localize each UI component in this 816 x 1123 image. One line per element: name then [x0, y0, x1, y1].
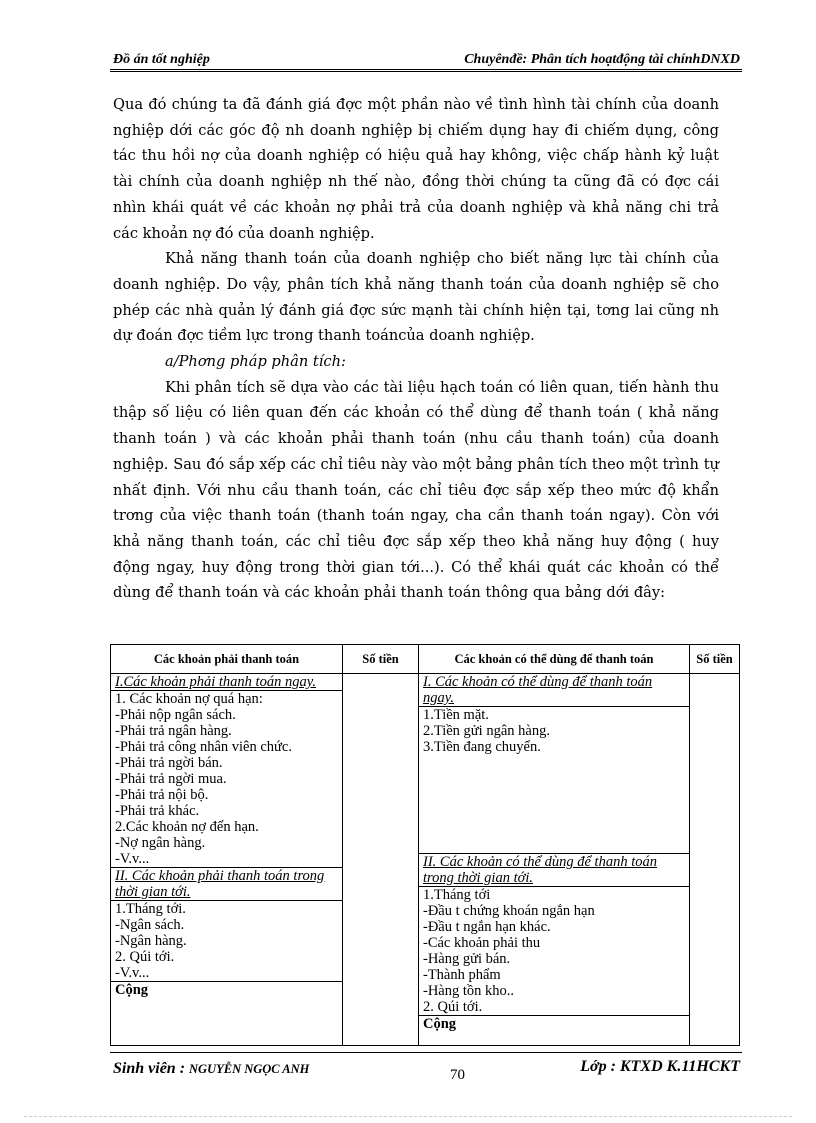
body-text	[113, 92, 719, 606]
table-row	[111, 674, 740, 1046]
list-item: -Đầu t chứng khoán ngắn hạn	[423, 903, 595, 919]
page-footer	[113, 1058, 740, 1088]
student-name: NGUYỄN NGỌC ANH	[189, 1062, 310, 1076]
list-item: -Ngân sách.	[115, 917, 185, 933]
list-item: 2. Qúi tới.	[115, 949, 175, 965]
list-item: 1.Tiền mặt.	[423, 707, 489, 723]
list-item: -Hàng tồn kho..	[423, 983, 515, 999]
page-edge-rule	[24, 1116, 792, 1117]
right-total: Cộng	[423, 1016, 457, 1032]
left-section2-title: II. Các khoản phải thanh toán trong thời gian tới.	[115, 868, 325, 900]
payment-table	[110, 644, 740, 1046]
paragraph: Qua đó chúng ta đã đánh giá đợc một phần nào về tình hình tài chính của doanh nghiệp dới các góc độ nh doanh nghiệp bị chiếm dụng hay đi chiếm dụng, công tác thu hồi nợ của doanh nghiệp có hiệu quả hay không, việc chấp hành kỷ luật tài chính của doanh nghiệp nh thế nào, đồng thời chúng ta cũng đã có đợc cái nhìn khái quát về các khoản nợ phải trả của doanh nghiệp và khả năng chi trả các khoản nợ đó của doanh nghiệp.	[113, 96, 719, 242]
list-item: 2.Tiền gửi ngân hàng.	[423, 723, 550, 739]
right-section2-title: II. Các khoản có thể dùng để thanh toán trong thời gian tới.	[423, 854, 657, 886]
left-column-cell	[111, 674, 343, 1046]
right-amount-cell	[690, 674, 740, 1046]
list-item: -Phải trả công nhân viên chức.	[115, 739, 292, 755]
list-item: -Các khoản phải thu	[423, 935, 541, 951]
header-left: Đồ án tốt nghiệp	[113, 52, 210, 67]
left-section1-title: I.Các khoản phải thanh toán ngay.	[115, 674, 316, 690]
list-item: -Phải nộp ngân sách.	[115, 707, 236, 723]
header-right: Chuyênđề: Phân tích hoạtđộng tài chínhDNXD	[464, 52, 740, 67]
list-item: -V.v...	[115, 965, 150, 981]
list-item: 1.Tháng tới.	[115, 901, 186, 917]
list-item: -Phải trả nội bộ.	[115, 787, 209, 803]
list-item: 2. Qúi tới.	[423, 999, 483, 1015]
left-amount-cell	[343, 674, 419, 1046]
right-section1-title: I. Các khoản có thể dùng để thanh toán ngay.	[423, 674, 653, 706]
paragraph: Khả năng thanh toán của doanh nghiệp cho biết năng lực tài chính của doanh nghiệp. Do vậy, phân tích khả năng thanh toán của doanh nghiệp sẽ cho phép các nhà quản lý đánh giá đợc sức mạnh tài chính hiện tại, tơng lai cũng nh dự đoán đợc tiềm lực trong thanh toáncủa doanh nghiệp.	[113, 250, 719, 345]
subheading: a/Phơng pháp phân tích:	[165, 353, 346, 371]
footer-rule	[110, 1052, 742, 1053]
list-item: 1. Các khoản nợ quá hạn:	[115, 691, 263, 707]
header-rule	[110, 69, 742, 72]
table-header: Số tiền	[690, 645, 740, 674]
list-item: -Thành phẩm	[423, 967, 501, 983]
list-item: -Đầu t ngắn hạn khác.	[423, 919, 551, 935]
list-item: -V.v...	[115, 851, 150, 867]
list-item: -Phải trả ngời bán.	[115, 755, 223, 771]
student-label: Sinh viên :	[113, 1060, 186, 1077]
list-item: -Phải trả khác.	[115, 803, 200, 819]
list-item: -Hàng gửi bán.	[423, 951, 511, 967]
list-item: -Ngân hàng.	[115, 933, 187, 949]
table-header: Số tiền	[343, 645, 419, 674]
footer-student	[113, 1060, 309, 1078]
list-item: -Phải trả ngời mua.	[115, 771, 227, 787]
list-item: -Nợ ngân hàng.	[115, 835, 206, 851]
list-item: 2.Các khoản nợ đến hạn.	[115, 819, 259, 835]
left-total: Cộng	[115, 982, 149, 998]
list-item: -Phải trả ngân hàng.	[115, 723, 232, 739]
paragraph: Khi phân tích sẽ dựa vào các tài liệu hạch toán có liên quan, tiến hành thu thập số liệu có liên quan đến các khoản có thể dùng để thanh toán ( khả năng thanh toán ) và các khoản phải thanh toán (nhu cầu thanh toán) của doanh nghiệp. Sau đó sắp xếp các chỉ tiêu này vào một bảng phân tích theo một trình tự nhất định. Với nhu cầu thanh toán, các chỉ tiêu đợc sắp xếp theo mức độ khẩn trơng của việc thanh toán (thanh toán ngay, cha cần thanh toán ngay). Còn với khả năng thanh toán, các chỉ tiêu đợc sắp xếp theo khả năng huy động ( huy động ngay, huy động trong thời gian tới...). Có thể khái quát các khoản có thể dùng để thanh toán và các khoản phải thanh toán thông qua bảng dới đây:	[113, 378, 719, 602]
list-item: 3.Tiền đang chuyển.	[423, 739, 541, 755]
table-header-row	[111, 645, 740, 674]
page-number: 70	[450, 1067, 465, 1083]
table-header: Các khoản phải thanh toán	[111, 645, 343, 674]
table-header: Các khoản có thể dùng để thanh toán	[419, 645, 690, 674]
footer-class: Lớp : KTXD K.11HCKT	[580, 1058, 740, 1075]
list-item: 1.Tháng tới	[423, 887, 491, 903]
right-column-cell	[419, 674, 690, 1046]
